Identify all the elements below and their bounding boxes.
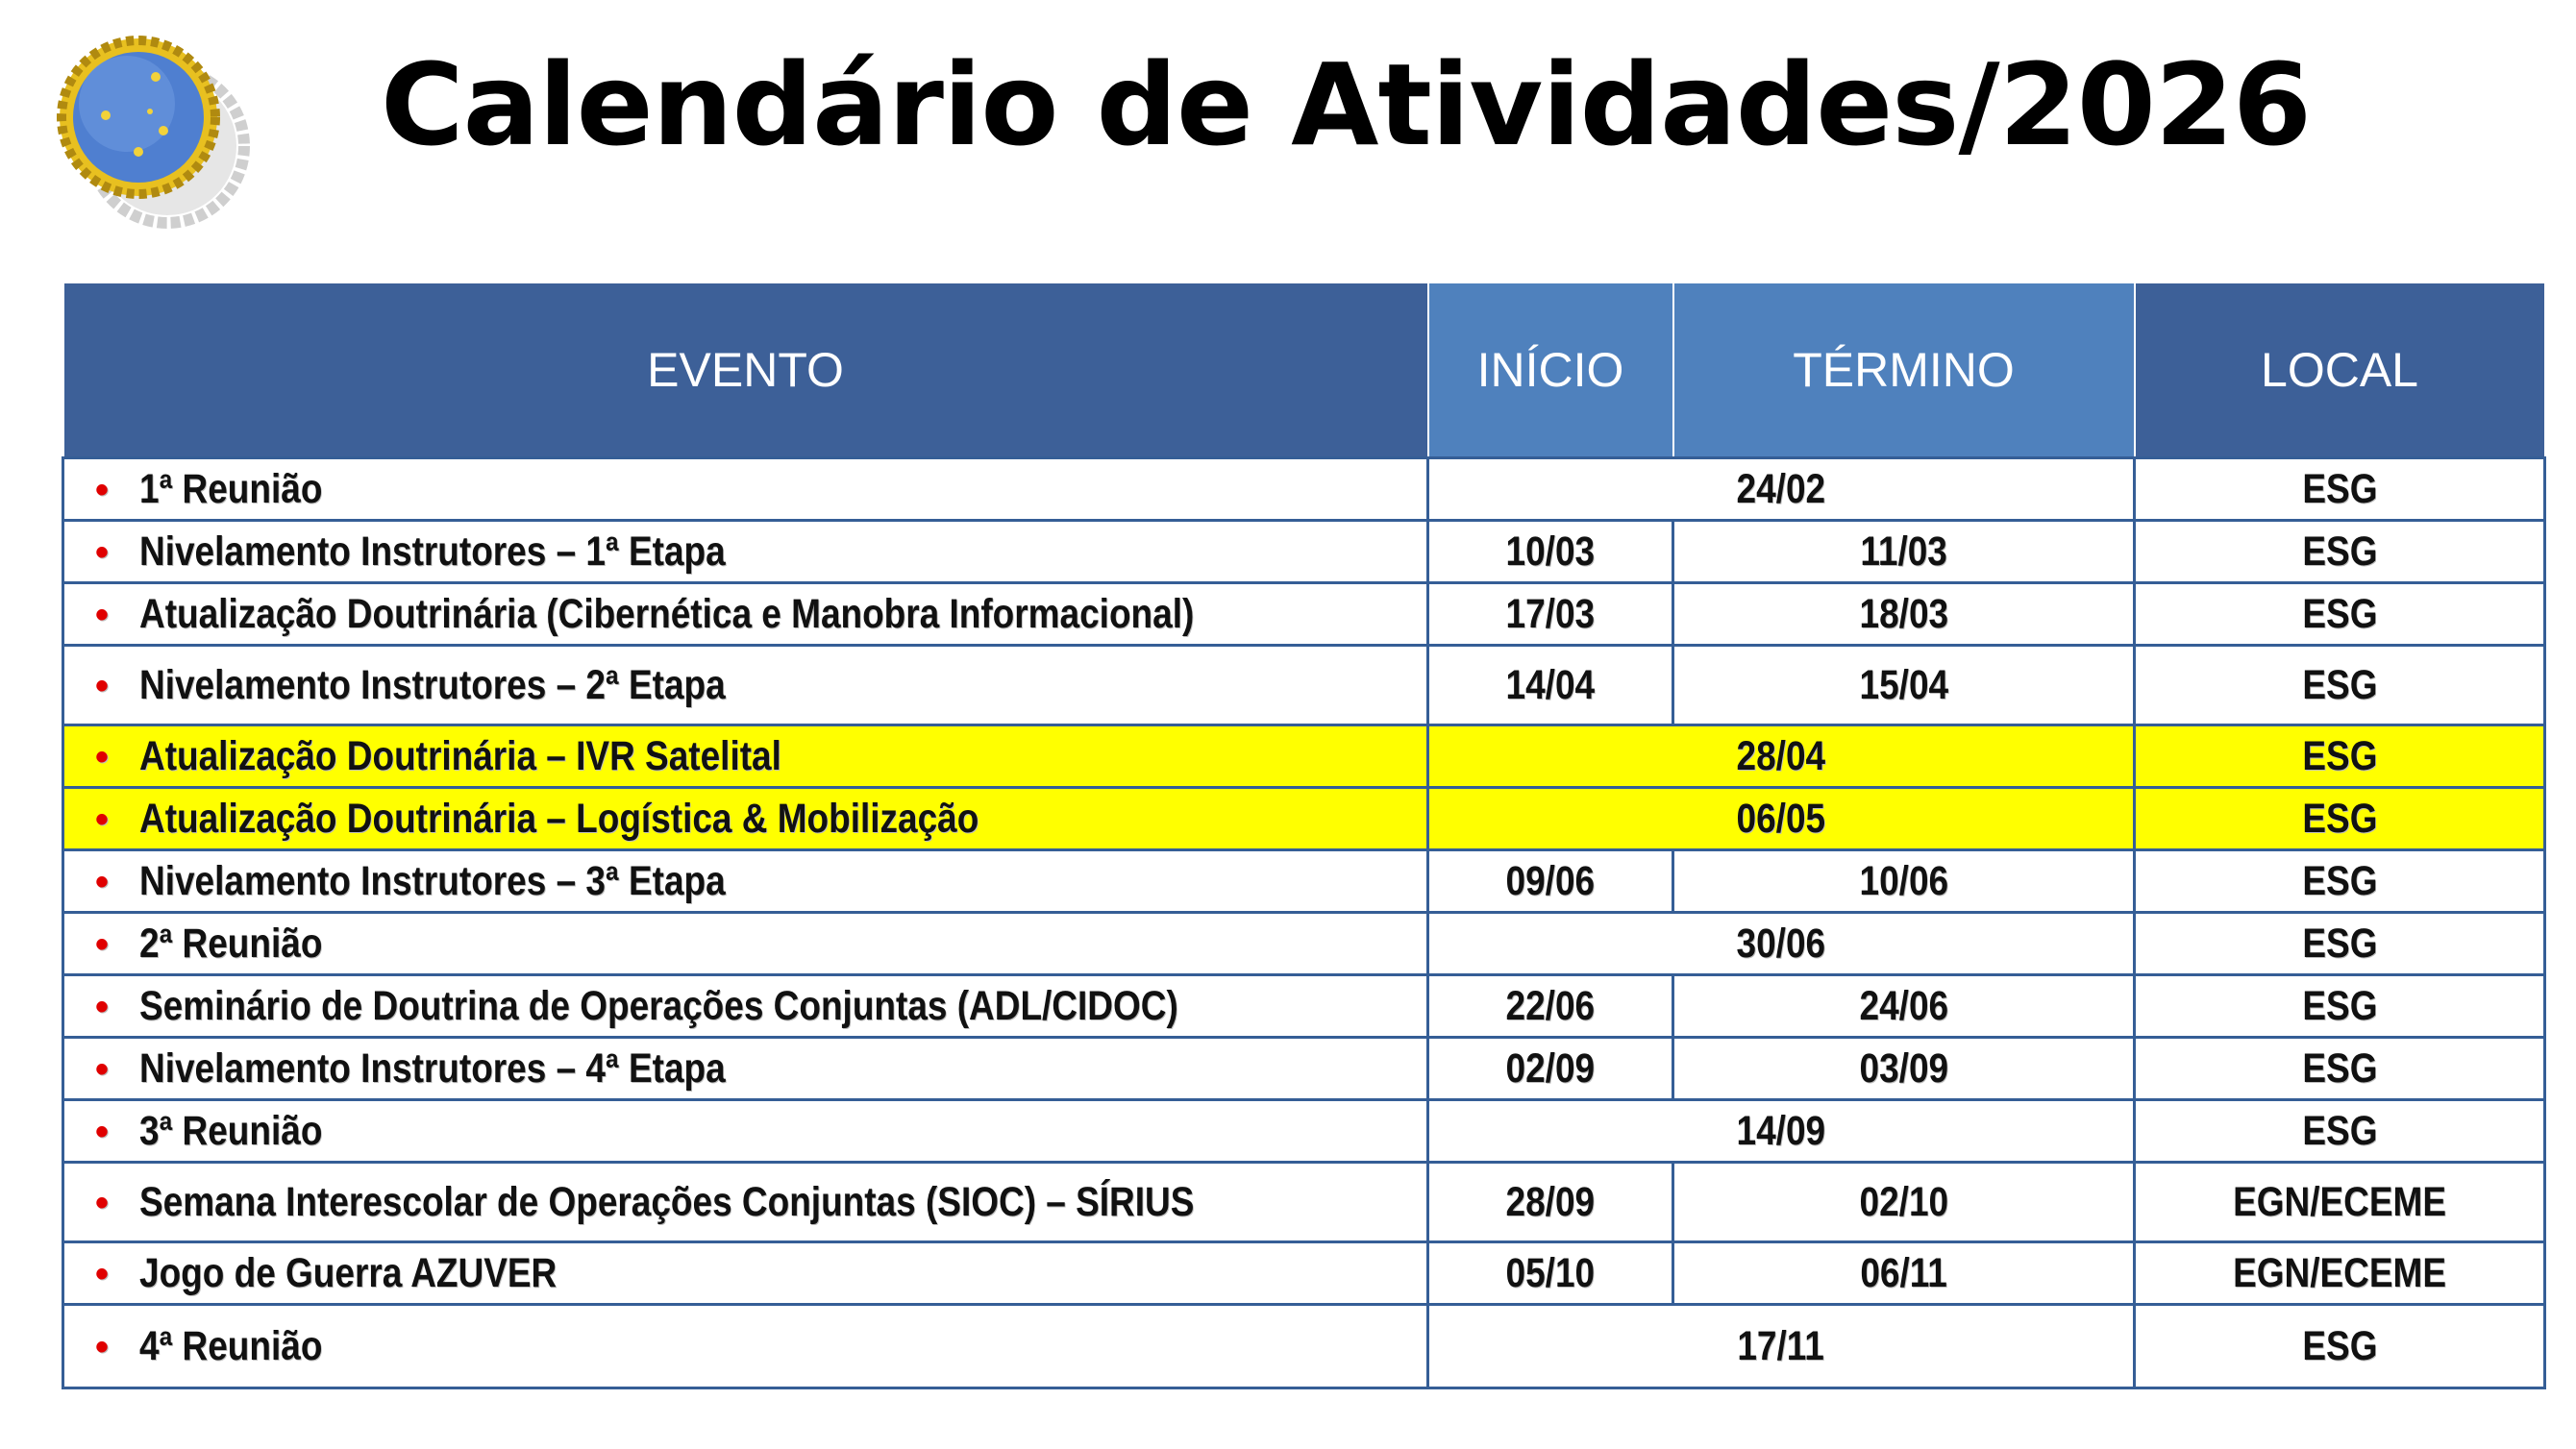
start-date-cell: 05/10 (1428, 1242, 1673, 1305)
event-cell (63, 975, 1428, 1038)
event-name: Atualização Doutrinária (Cibernética e Manobra Informacional) (139, 590, 1195, 637)
table-row (63, 1100, 2545, 1163)
bullet-icon: • (94, 798, 109, 841)
event-name: Nivelamento Instrutores – 2ª Etapa (139, 661, 726, 708)
date-cell: 06/05 (1428, 788, 2135, 850)
bullet-icon: • (94, 664, 109, 707)
table-row-highlighted (63, 788, 2545, 850)
local-cell: EGN/ECEME (2135, 1242, 2545, 1305)
event-name: Nivelamento Instrutores – 3ª Etapa (139, 857, 726, 904)
event-cell (63, 1100, 1428, 1163)
header-termino: TÉRMINO (1673, 282, 2135, 458)
start-date-cell: 10/03 (1428, 521, 1673, 583)
local-cell: ESG (2135, 1305, 2545, 1388)
table-row (63, 1305, 2545, 1388)
header-inicio: INÍCIO (1428, 282, 1673, 458)
date-cell: 24/02 (1428, 458, 2135, 521)
event-cell (63, 725, 1428, 788)
table-row (63, 1242, 2545, 1305)
end-date-cell: 10/06 (1673, 850, 2135, 913)
event-name: 3ª Reunião (139, 1107, 323, 1154)
event-cell (63, 458, 1428, 521)
date-cell: 14/09 (1428, 1100, 2135, 1163)
table-row (63, 458, 2545, 521)
local-cell: EGN/ECEME (2135, 1163, 2545, 1242)
bullet-icon: • (94, 922, 109, 966)
table-row (63, 913, 2545, 975)
local-cell: ESG (2135, 725, 2545, 788)
bullet-icon: • (94, 530, 109, 574)
event-cell (63, 521, 1428, 583)
bullet-icon: • (94, 1047, 109, 1091)
event-name: 2ª Reunião (139, 920, 323, 967)
bullet-icon: • (94, 1325, 109, 1368)
end-date-cell: 11/03 (1673, 521, 2135, 583)
local-cell: ESG (2135, 975, 2545, 1038)
event-name: Jogo de Guerra AZUVER (139, 1249, 557, 1296)
start-date-cell: 02/09 (1428, 1038, 1673, 1100)
event-name: Nivelamento Instrutores – 1ª Etapa (139, 528, 726, 575)
start-date-cell: 22/06 (1428, 975, 1673, 1038)
event-name: Atualização Doutrinária – IVR Satelital (139, 732, 781, 779)
event-cell (63, 646, 1428, 725)
event-cell (63, 1305, 1428, 1388)
event-name: Atualização Doutrinária – Logística & Mobilização (139, 795, 979, 842)
bullet-icon: • (94, 735, 109, 778)
local-cell: ESG (2135, 521, 2545, 583)
table-row (63, 850, 2545, 913)
table-header-row (63, 282, 2545, 458)
date-cell: 30/06 (1428, 913, 2135, 975)
end-date-cell: 03/09 (1673, 1038, 2135, 1100)
local-cell: ESG (2135, 788, 2545, 850)
bullet-icon: • (94, 1110, 109, 1153)
bullet-icon: • (94, 1181, 109, 1224)
table-row (63, 975, 2545, 1038)
end-date-cell: 15/04 (1673, 646, 2135, 725)
bullet-icon: • (94, 860, 109, 903)
activities-table (62, 282, 2546, 1389)
header-local: LOCAL (2135, 282, 2545, 458)
date-cell: 17/11 (1428, 1305, 2135, 1388)
event-name: 4ª Reunião (139, 1322, 323, 1369)
table-row-highlighted (63, 725, 2545, 788)
end-date-cell: 24/06 (1673, 975, 2135, 1038)
event-name: Nivelamento Instrutores – 4ª Etapa (139, 1044, 726, 1092)
start-date-cell: 28/09 (1428, 1163, 1673, 1242)
bullet-icon: • (94, 593, 109, 636)
end-date-cell: 02/10 (1673, 1163, 2135, 1242)
event-name: Seminário de Doutrina de Operações Conjuntas (ADL/CIDOC) (139, 982, 1178, 1029)
start-date-cell: 09/06 (1428, 850, 1673, 913)
event-cell (63, 1038, 1428, 1100)
local-cell: ESG (2135, 646, 2545, 725)
date-cell: 28/04 (1428, 725, 2135, 788)
bullet-icon: • (94, 1252, 109, 1295)
event-cell (63, 1163, 1428, 1242)
start-date-cell: 17/03 (1428, 583, 1673, 646)
event-cell (63, 850, 1428, 913)
event-name: Semana Interescolar de Operações Conjuntas (SIOC) – SÍRIUS (139, 1178, 1195, 1225)
event-name: 1ª Reunião (139, 465, 323, 512)
local-cell: ESG (2135, 913, 2545, 975)
event-cell (63, 583, 1428, 646)
local-cell: ESG (2135, 850, 2545, 913)
event-cell (63, 913, 1428, 975)
event-cell (63, 1242, 1428, 1305)
local-cell: ESG (2135, 1100, 2545, 1163)
start-date-cell: 14/04 (1428, 646, 1673, 725)
local-cell: ESG (2135, 458, 2545, 521)
local-cell: ESG (2135, 583, 2545, 646)
bullet-icon: • (94, 985, 109, 1028)
table-row (63, 1038, 2545, 1100)
bullet-icon: • (94, 468, 109, 511)
end-date-cell: 18/03 (1673, 583, 2135, 646)
table-row (63, 521, 2545, 583)
table-row (63, 583, 2545, 646)
table-row (63, 1163, 2545, 1242)
page-title: Calendário de Atividades/2026 (380, 38, 2312, 171)
header-evento: EVENTO (63, 282, 1428, 458)
table-row (63, 646, 2545, 725)
local-cell: ESG (2135, 1038, 2545, 1100)
end-date-cell: 06/11 (1673, 1242, 2135, 1305)
event-cell (63, 788, 1428, 850)
